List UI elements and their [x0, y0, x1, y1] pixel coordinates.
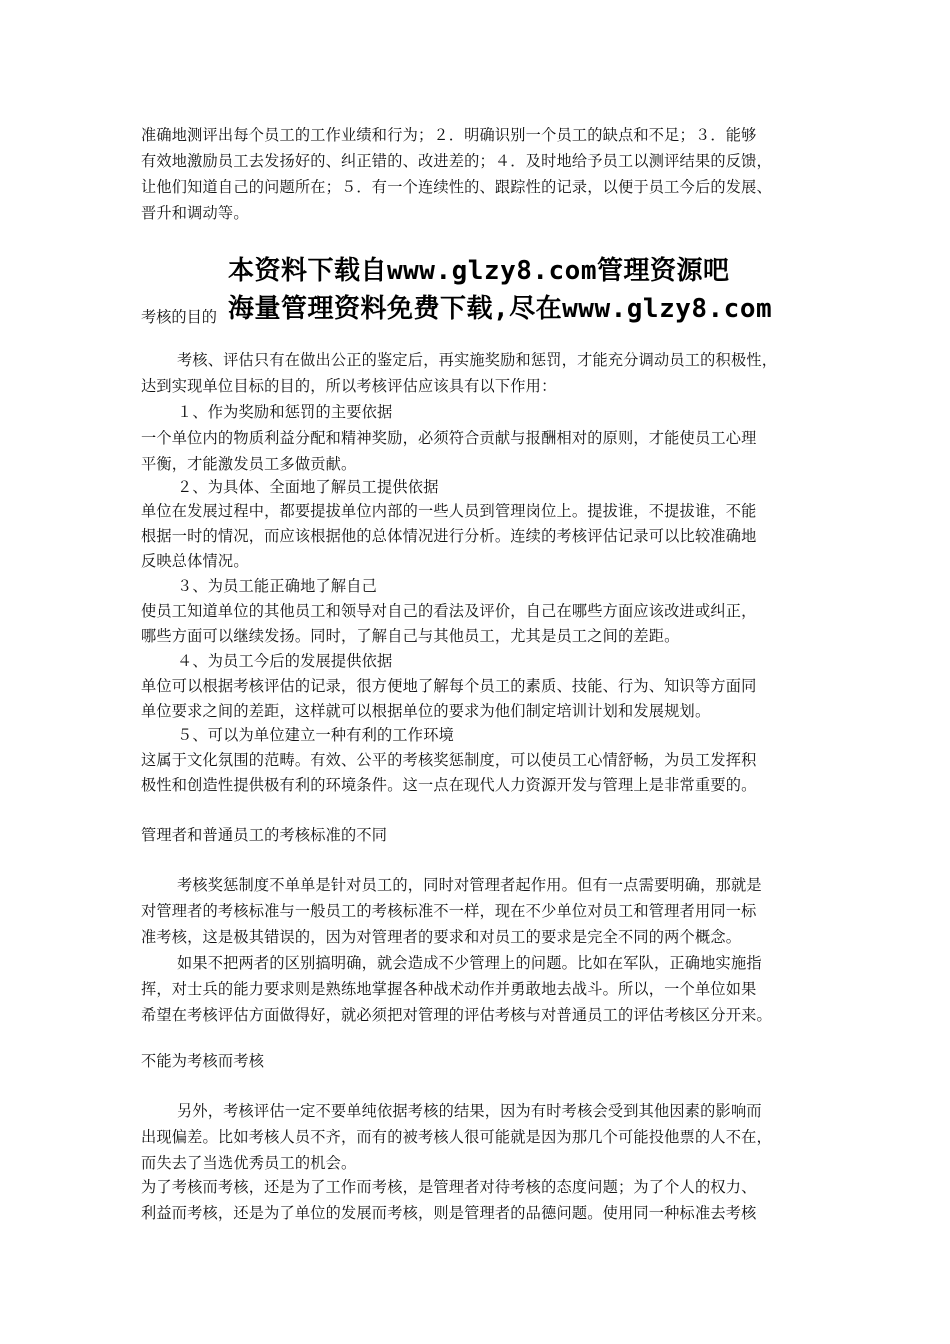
paragraph-line: 单位要求之间的差距，这样就可以根据单位的要求为他们制定培训计划和发展规划。	[141, 702, 711, 720]
watermark-line-1: 本资料下载自www.glzy8.com管理资源吧	[228, 256, 730, 286]
paragraph-line: 而失去了当选优秀员工的机会。	[141, 1154, 357, 1172]
item-heading: ４、为员工今后的发展提供依据	[177, 652, 393, 670]
paragraph-line: 晋升和调动等。	[141, 204, 249, 222]
paragraph-line: 出现偏差。比如考核人员不齐，而有的被考核人很可能就是因为那几个可能投他票的人不在，	[141, 1128, 772, 1146]
paragraph-line: 平衡，才能激发员工多做贡献。	[141, 455, 357, 473]
paragraph-line: 这属于文化氛围的范畴。有效、公平的考核奖惩制度，可以使员工心情舒畅，为员工发挥积	[141, 751, 757, 769]
section-heading-standards: 管理者和普通员工的考核标准的不同	[141, 826, 388, 844]
item-heading: ２、为具体、全面地了解员工提供依据	[177, 478, 439, 496]
item-heading: １、作为奖励和惩罚的主要依据	[177, 403, 393, 421]
paragraph-line: 考核、评估只有在做出公正的鉴定后，再实施奖励和惩罚，才能充分调动员工的积极性，	[177, 351, 778, 369]
item-heading: ５、可以为单位建立一种有利的工作环境	[177, 726, 454, 744]
paragraph-line: 准确地测评出每个员工的工作业绩和行为；２．明确识别一个员工的缺点和不足；３．能够	[141, 126, 757, 144]
paragraph-line: 使员工知道单位的其他员工和领导对自己的看法及评价，自己在哪些方面应该改进或纠正，	[141, 602, 757, 620]
paragraph-line: 反映总体情况。	[141, 552, 249, 570]
paragraph-line: 利益而考核，还是为了单位的发展而考核，则是管理者的品德问题。使用同一种标准去考核	[141, 1204, 757, 1222]
item-heading: ３、为员工能正确地了解自己	[177, 577, 378, 595]
paragraph-line: 挥，对士兵的能力要求则是熟练地掌握各种战术动作并勇敢地去战斗。所以，一个单位如果	[141, 980, 757, 998]
paragraph-line: 一个单位内的物质利益分配和精神奖励，必须符合贡献与报酬相对的原则，才能使员工心理	[141, 429, 757, 447]
paragraph-line: 准考核，这是极其错误的，因为对管理者的要求和对员工的要求是完全不同的两个概念。	[141, 928, 742, 946]
section-heading-not-for-sake: 不能为考核而考核	[141, 1052, 265, 1070]
paragraph-line: 有效地激励员工去发扬好的、纠正错的、改进差的；４．及时地给予员工以测评结果的反馈，	[141, 152, 772, 170]
paragraph-line: 另外，考核评估一定不要单纯依据考核的结果，因为有时考核会受到其他因素的影响而	[177, 1102, 762, 1120]
paragraph-line: 哪些方面可以继续发扬。同时，了解自己与其他员工，尤其是员工之间的差距。	[141, 627, 680, 645]
paragraph-line: 极性和创造性提供极有利的环境条件。这一点在现代人力资源开发与管理上是非常重要的。	[141, 776, 757, 794]
paragraph-line: 让他们知道自己的问题所在；５．有一个连续性的、跟踪性的记录，以便于员工今后的发展、	[141, 178, 772, 196]
paragraph-line: 达到实现单位目标的目的，所以考核评估应该具有以下作用：	[141, 377, 557, 395]
watermark-line-2: 海量管理资料免费下载,尽在www.glzy8.com	[228, 294, 773, 324]
paragraph-line: 单位在发展过程中，都要提拔单位内部的一些人员到管理岗位上。提拔谁，不提拔谁，不能	[141, 502, 757, 520]
paragraph-line: 如果不把两者的区别搞明确，就会造成不少管理上的问题。比如在军队，正确地实施指	[177, 954, 762, 972]
paragraph-line: 考核奖惩制度不单单是针对员工的，同时对管理者起作用。但有一点需要明确，那就是	[177, 876, 762, 894]
paragraph-line: 希望在考核评估方面做得好，就必须把对管理的评估考核与对普通员工的评估考核区分开来。	[141, 1006, 772, 1024]
paragraph-line: 对管理者的考核标准与一般员工的考核标准不一样，现在不少单位对员工和管理者用同一标	[141, 902, 757, 920]
section-heading-purpose: 考核的目的	[141, 308, 217, 326]
paragraph-line: 根据一时的情况，而应该根据他的总体情况进行分析。连续的考核评估记录可以比较准确地	[141, 527, 757, 545]
paragraph-line: 单位可以根据考核评估的记录，很方便地了解每个员工的素质、技能、行为、知识等方面同	[141, 677, 757, 695]
paragraph-line: 为了考核而考核，还是为了工作而考核，是管理者对待考核的态度问题；为了个人的权力、	[141, 1178, 757, 1196]
